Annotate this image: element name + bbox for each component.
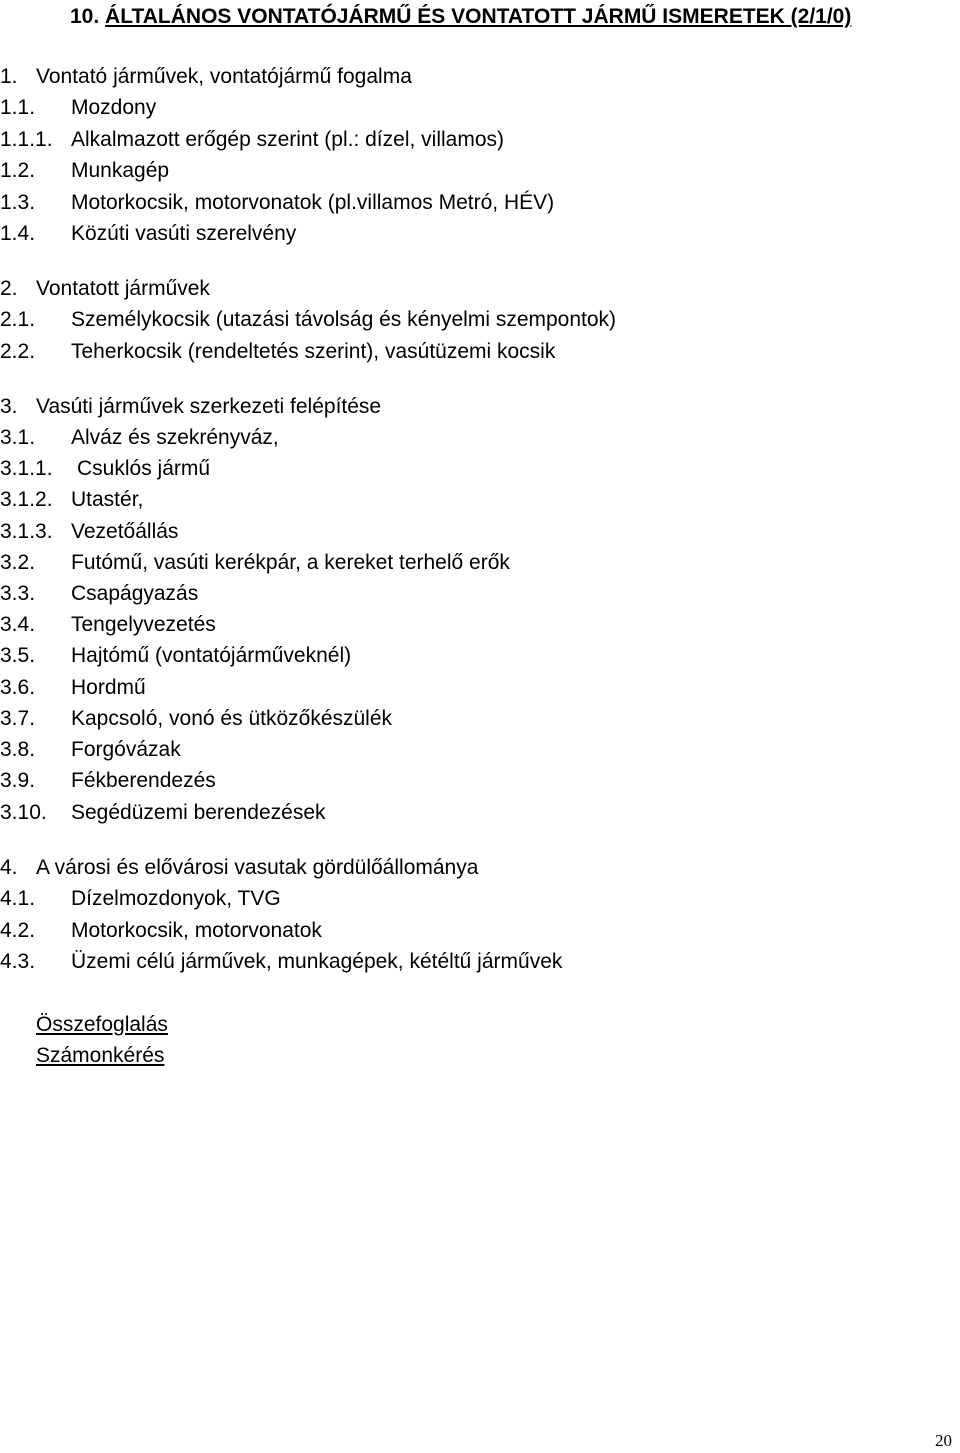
- item-text: Alváz és szekrényváz,: [71, 426, 279, 449]
- list-item: [0, 456, 211, 482]
- summary-link[interactable]: Összefoglalás: [36, 1013, 168, 1036]
- list-item: [0, 643, 352, 669]
- item-text: Hajtómű (vontatójárműveknél): [71, 644, 352, 667]
- item-number: 1.2.: [0, 159, 36, 182]
- list-item: [0, 949, 563, 975]
- item-number: 1.4.: [0, 222, 36, 245]
- item-text: Mozdony: [71, 96, 157, 119]
- list-item: [0, 307, 617, 333]
- item-number: 1.: [0, 65, 18, 88]
- list-item: [0, 581, 199, 607]
- item-text: Személykocsik (utazási távolság és kényelmi szempontok): [71, 308, 617, 331]
- item-text: Alkalmazott erőgép szerint (pl.: dízel, villamos): [71, 128, 504, 151]
- item-text: Motorkocsik, motorvonatok: [71, 919, 322, 942]
- item-text: Hordmű: [71, 676, 146, 699]
- item-number: 2.: [0, 277, 18, 300]
- item-number: 3.9.: [0, 769, 36, 792]
- item-text: Teherkocsik (rendeltetés szerint), vasútüzemi kocsik: [71, 340, 556, 363]
- item-text: Vasúti járművek szerkezeti felépítése: [36, 395, 382, 418]
- list-item: [0, 221, 297, 247]
- list-item: [0, 550, 510, 576]
- list-item: [0, 190, 555, 216]
- item-number: 2.2.: [0, 340, 36, 363]
- item-number: 3.1.: [0, 426, 36, 449]
- item-text: Munkagép: [71, 159, 170, 182]
- item-number: 3.7.: [0, 707, 36, 730]
- item-number: 4.2.: [0, 919, 36, 942]
- item-number: 3.8.: [0, 738, 36, 761]
- list-item: [0, 394, 382, 420]
- list-item: [0, 886, 281, 912]
- item-text: Vezetőállás: [71, 520, 179, 543]
- list-item: [0, 706, 393, 732]
- item-text: Vontató járművek, vontatójármű fogalma: [36, 65, 412, 88]
- list-item: [0, 675, 146, 701]
- item-text: Forgóvázak: [71, 738, 181, 761]
- list-item: [0, 487, 144, 513]
- page-number: 20: [935, 1431, 952, 1450]
- list-item: [0, 855, 479, 881]
- item-number: 4.3.: [0, 950, 36, 973]
- item-number: 1.3.: [0, 191, 36, 214]
- list-item: [0, 276, 210, 302]
- list-item: [0, 768, 216, 794]
- item-number: 1.1.: [0, 96, 36, 119]
- item-number: 3.2.: [0, 551, 36, 574]
- item-number: 3.1.2.: [0, 488, 53, 511]
- item-number: 3.5.: [0, 644, 36, 667]
- assessment-link[interactable]: Számonkérés: [36, 1044, 165, 1067]
- item-text: Segédüzemi berendezések: [71, 801, 326, 824]
- list-item: [0, 800, 326, 826]
- item-text: Vontatott járművek: [36, 277, 210, 300]
- item-number: 3.6.: [0, 676, 36, 699]
- item-text: Motorkocsik, motorvonatok (pl.villamos Metró, HÉV): [71, 191, 555, 214]
- item-text: A városi és elővárosi vasutak gördülőállománya: [36, 856, 479, 879]
- item-text: Dízelmozdonyok, TVG: [71, 887, 281, 910]
- list-item: [0, 737, 181, 763]
- list-item: [0, 425, 279, 451]
- item-number: 3.10.: [0, 801, 47, 824]
- item-text: Utastér,: [71, 488, 144, 511]
- item-text: Tengelyvezetés: [71, 613, 216, 636]
- page-title: [70, 4, 851, 30]
- item-number: 4.1.: [0, 887, 36, 910]
- list-item: [0, 95, 157, 121]
- item-text: Közúti vasúti szerelvény: [71, 222, 297, 245]
- item-number: 3.1.3.: [0, 520, 53, 543]
- list-item: [0, 918, 322, 944]
- item-number: 3.: [0, 395, 18, 418]
- list-item: [0, 127, 504, 153]
- list-item: [0, 339, 556, 365]
- title-text: ÁLTALÁNOS VONTATÓJÁRMŰ ÉS VONTATOTT JÁRMŰ ISMERETEK (2/1/0): [105, 5, 852, 28]
- item-number: 3.1.1.: [0, 457, 53, 480]
- title-number: 10.: [70, 5, 100, 28]
- item-number: 1.1.1.: [0, 128, 53, 151]
- list-item: [0, 519, 179, 545]
- list-item: [0, 612, 216, 638]
- list-item: [0, 158, 170, 184]
- item-text: Futómű, vasúti kerékpár, a kereket terhelő erők: [71, 551, 510, 574]
- item-number: 3.3.: [0, 582, 36, 605]
- item-text: Fékberendezés: [71, 769, 216, 792]
- item-number: 4.: [0, 856, 18, 879]
- item-text: Csapágyazás: [71, 582, 199, 605]
- item-number: 3.4.: [0, 613, 36, 636]
- item-number: 2.1.: [0, 308, 36, 331]
- list-item: [0, 64, 412, 90]
- item-text: Csuklós jármű: [77, 457, 211, 480]
- item-text: Kapcsoló, vonó és ütközőkészülék: [71, 707, 393, 730]
- item-text: Üzemi célú járművek, munkagépek, kétéltű járművek: [71, 950, 563, 973]
